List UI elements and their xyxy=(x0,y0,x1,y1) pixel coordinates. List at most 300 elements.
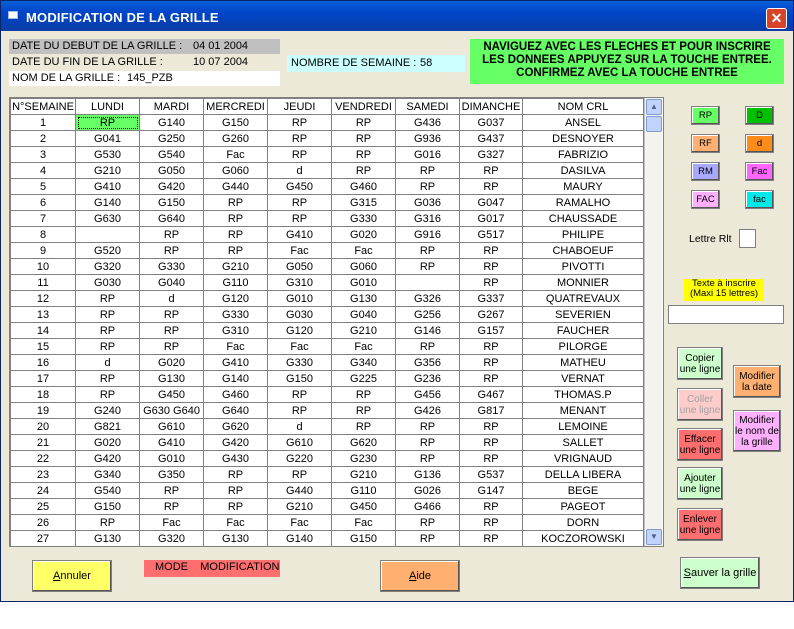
table-cell[interactable]: RP xyxy=(76,515,140,531)
table-cell[interactable]: G440 xyxy=(204,179,268,195)
table-cell[interactable]: G256 xyxy=(396,307,460,323)
table-cell[interactable]: G140 xyxy=(140,115,204,131)
table-cell[interactable]: RP xyxy=(204,195,268,211)
table-cell[interactable]: G630 G640 xyxy=(140,403,204,419)
table-cell[interactable]: G330 xyxy=(332,211,396,227)
table-cell[interactable]: G040 xyxy=(332,307,396,323)
table-cell[interactable]: G450 xyxy=(268,179,332,195)
table-cell[interactable]: G130 xyxy=(76,531,140,547)
help-button[interactable] xyxy=(380,560,460,592)
table-cell[interactable]: RP xyxy=(396,339,460,355)
crl-name-cell[interactable]: KOCZOROWSKI xyxy=(523,531,644,547)
start-date-row xyxy=(9,39,280,54)
table-cell[interactable]: RP xyxy=(268,195,332,211)
week-number-cell: 17 xyxy=(11,371,76,387)
table-cell[interactable]: G120 xyxy=(268,323,332,339)
crl-name-cell[interactable]: CHABOEUF xyxy=(523,243,644,259)
erase-row-label: une ligne xyxy=(679,444,721,456)
table-cell[interactable]: G041 xyxy=(76,131,140,147)
table-cell[interactable]: G250 xyxy=(140,131,204,147)
table-cell[interactable]: G310 xyxy=(204,323,268,339)
table-cell[interactable]: G936 xyxy=(396,131,460,147)
table-cell[interactable]: G467 xyxy=(460,387,523,403)
week-number-cell: 2 xyxy=(11,131,76,147)
table-cell[interactable]: G450 xyxy=(140,387,204,403)
table-cell[interactable]: RP xyxy=(204,243,268,259)
scroll-down-arrow-icon[interactable]: ▼ xyxy=(646,529,662,545)
table-cell[interactable]: G267 xyxy=(460,307,523,323)
table-cell[interactable]: G130 xyxy=(332,291,396,307)
table-cell[interactable]: G420 xyxy=(204,435,268,451)
table-row xyxy=(11,227,644,243)
table-cell[interactable]: RP xyxy=(76,339,140,355)
table-cell[interactable]: G530 xyxy=(76,147,140,163)
table-cell[interactable]: G020 xyxy=(332,227,396,243)
table-cell[interactable]: G640 xyxy=(140,211,204,227)
table-cell[interactable]: RP xyxy=(460,355,523,371)
remove-row-label: Enlever xyxy=(683,513,717,525)
grid-scrollbar[interactable] xyxy=(644,98,662,546)
table-cell[interactable]: G320 xyxy=(76,259,140,275)
code-rp-button[interactable] xyxy=(691,106,720,125)
modify-grid-name-button[interactable] xyxy=(733,410,781,452)
table-cell[interactable]: G060 xyxy=(332,259,396,275)
app-icon xyxy=(8,11,18,19)
table-cell[interactable]: RP xyxy=(396,531,460,547)
table-cell[interactable]: RP xyxy=(76,371,140,387)
table-cell[interactable]: G456 xyxy=(396,387,460,403)
table-cell[interactable]: G210 xyxy=(76,163,140,179)
table-row xyxy=(11,451,644,467)
lettre-rlt-checkbox[interactable] xyxy=(739,229,756,248)
table-cell[interactable]: RP xyxy=(204,211,268,227)
table-row xyxy=(11,275,644,291)
table-cell[interactable]: G230 xyxy=(332,451,396,467)
table-cell[interactable]: G436 xyxy=(396,115,460,131)
table-cell[interactable]: G150 xyxy=(204,115,268,131)
table-cell[interactable]: G460 xyxy=(204,387,268,403)
table-cell[interactable]: G150 xyxy=(268,371,332,387)
table-cell[interactable]: RP xyxy=(268,211,332,227)
crl-name-cell[interactable]: FAUCHER xyxy=(523,323,644,339)
table-cell[interactable]: G040 xyxy=(140,275,204,291)
table-cell[interactable]: RP xyxy=(332,147,396,163)
table-cell[interactable]: G410 xyxy=(140,435,204,451)
table-cell[interactable]: G540 xyxy=(76,483,140,499)
table-row xyxy=(11,195,644,211)
save-grid-button[interactable] xyxy=(680,557,760,589)
column-header: DIMANCHE xyxy=(460,99,523,115)
week-number-cell: 25 xyxy=(11,499,76,515)
table-cell[interactable]: RP xyxy=(76,307,140,323)
table-cell[interactable]: G236 xyxy=(396,371,460,387)
grid-name-label: NOM DE LA GRILLE : xyxy=(12,72,121,84)
table-cell[interactable]: RP xyxy=(460,163,523,179)
crl-name-cell[interactable]: VRIGNAUD xyxy=(523,451,644,467)
modify-date-button[interactable] xyxy=(733,365,781,398)
paste-row-label: une ligne xyxy=(679,404,721,416)
table-cell[interactable]: G140 xyxy=(76,195,140,211)
table-cell[interactable]: d xyxy=(268,419,332,435)
table-cell[interactable]: G466 xyxy=(396,499,460,515)
table-cell[interactable]: G410 xyxy=(76,179,140,195)
scroll-thumb[interactable] xyxy=(646,116,662,132)
table-cell[interactable]: G120 xyxy=(204,291,268,307)
table-cell[interactable]: G150 xyxy=(76,499,140,515)
crl-name-cell[interactable]: MATHEU xyxy=(523,355,644,371)
table-cell[interactable]: G026 xyxy=(396,483,460,499)
crl-name-cell[interactable]: PHILIPE xyxy=(523,227,644,243)
table-cell[interactable]: G327 xyxy=(460,147,523,163)
table-cell[interactable]: G630 xyxy=(76,211,140,227)
table-cell[interactable]: G050 xyxy=(268,259,332,275)
table-cell[interactable]: G136 xyxy=(396,467,460,483)
table-cell[interactable]: G016 xyxy=(396,147,460,163)
table-cell[interactable]: RP xyxy=(460,275,523,291)
table-row xyxy=(11,291,644,307)
crl-name-cell[interactable]: DORN xyxy=(523,515,644,531)
table-cell[interactable]: G147 xyxy=(460,483,523,499)
table-cell[interactable]: RP xyxy=(396,243,460,259)
table-cell[interactable]: G315 xyxy=(332,195,396,211)
column-header: LUNDI xyxy=(76,99,140,115)
crl-name-cell[interactable]: DELLA LIBERA xyxy=(523,467,644,483)
start-date-label: DATE DU DEBUT DE LA GRILLE : xyxy=(12,40,183,52)
table-cell[interactable]: G020 xyxy=(76,435,140,451)
table-cell[interactable]: G340 xyxy=(76,467,140,483)
week-number-cell: 14 xyxy=(11,323,76,339)
crl-name-cell[interactable]: MONNIER xyxy=(523,275,644,291)
table-cell[interactable]: G520 xyxy=(76,243,140,259)
table-cell[interactable]: RP xyxy=(460,451,523,467)
table-cell[interactable]: G146 xyxy=(396,323,460,339)
table-cell[interactable] xyxy=(396,275,460,291)
table-cell[interactable]: Fac xyxy=(204,339,268,355)
add-row-label: une ligne xyxy=(679,483,721,495)
table-cell[interactable]: G037 xyxy=(460,115,523,131)
table-cell[interactable]: G316 xyxy=(396,211,460,227)
add-row-button[interactable] xyxy=(677,467,723,500)
table-cell[interactable]: RP xyxy=(460,371,523,387)
table-cell[interactable]: RP xyxy=(76,323,140,339)
cancel-label-mnemonic: A xyxy=(53,569,61,582)
table-cell[interactable]: G210 xyxy=(204,259,268,275)
mode-value: MODIFICATION xyxy=(200,561,280,573)
code-fac-pink-button[interactable] xyxy=(745,162,774,181)
table-cell[interactable]: RP xyxy=(460,531,523,547)
cancel-button[interactable] xyxy=(32,560,112,592)
table-cell[interactable]: RP xyxy=(268,131,332,147)
code-fac-lower-button[interactable] xyxy=(745,190,774,209)
table-cell[interactable]: G150 xyxy=(332,531,396,547)
table-cell[interactable]: d xyxy=(268,163,332,179)
table-cell[interactable]: RP xyxy=(460,243,523,259)
table-cell[interactable]: RP xyxy=(268,403,332,419)
table-cell[interactable]: RP xyxy=(460,515,523,531)
table-cell[interactable]: G260 xyxy=(204,131,268,147)
table-row xyxy=(11,531,644,547)
crl-name-cell[interactable]: MAURY xyxy=(523,179,644,195)
week-number-cell: 27 xyxy=(11,531,76,547)
table-cell[interactable]: G210 xyxy=(332,467,396,483)
crl-name-cell[interactable]: THOMAS.P xyxy=(523,387,644,403)
table-cell[interactable]: G821 xyxy=(76,419,140,435)
table-cell[interactable]: G220 xyxy=(268,451,332,467)
table-cell[interactable]: G225 xyxy=(332,371,396,387)
end-date-row xyxy=(9,55,280,70)
table-row xyxy=(11,179,644,195)
code-rf-button[interactable] xyxy=(691,134,720,153)
column-header: VENDREDI xyxy=(332,99,396,115)
crl-name-cell[interactable]: QUATREVAUX xyxy=(523,291,644,307)
table-cell[interactable]: G020 xyxy=(140,355,204,371)
remove-row-button[interactable] xyxy=(677,508,723,541)
table-cell[interactable]: RP xyxy=(460,435,523,451)
column-header: NOM CRL xyxy=(523,99,644,115)
table-cell[interactable]: Fac xyxy=(332,339,396,355)
table-cell[interactable]: G210 xyxy=(332,323,396,339)
table-cell[interactable]: RP xyxy=(140,499,204,515)
table-cell[interactable]: G110 xyxy=(204,275,268,291)
week-number-cell: 20 xyxy=(11,419,76,435)
crl-name-cell[interactable]: LEMOINE xyxy=(523,419,644,435)
table-cell[interactable]: G460 xyxy=(332,179,396,195)
table-cell[interactable]: G130 xyxy=(204,531,268,547)
week-number-cell: 23 xyxy=(11,467,76,483)
table-cell[interactable]: RP xyxy=(268,147,332,163)
table-cell[interactable]: G817 xyxy=(460,403,523,419)
table-cell[interactable]: G450 xyxy=(332,499,396,515)
table-cell[interactable]: G330 xyxy=(204,307,268,323)
mode-label: MODE xyxy=(155,561,188,573)
crl-name-cell[interactable]: PIVOTTI xyxy=(523,259,644,275)
table-cell[interactable]: G420 xyxy=(76,451,140,467)
table-cell[interactable]: d xyxy=(140,291,204,307)
end-date-value: 10 07 2004 xyxy=(193,56,249,68)
week-number-cell: 21 xyxy=(11,435,76,451)
table-cell[interactable]: G210 xyxy=(268,499,332,515)
table-cell[interactable]: G310 xyxy=(268,275,332,291)
paste-row-button[interactable] xyxy=(677,388,723,421)
table-cell[interactable]: RP xyxy=(76,387,140,403)
table-cell[interactable]: Fac xyxy=(268,339,332,355)
table-cell[interactable]: G437 xyxy=(460,131,523,147)
week-number-cell: 16 xyxy=(11,355,76,371)
table-cell[interactable]: Fac xyxy=(204,147,268,163)
crl-name-cell[interactable]: SALLET xyxy=(523,435,644,451)
table-cell[interactable]: G440 xyxy=(268,483,332,499)
title-bar[interactable] xyxy=(1,1,793,31)
table-cell[interactable]: G010 xyxy=(332,275,396,291)
crl-name-cell[interactable]: VERNAT xyxy=(523,371,644,387)
copy-row-button[interactable] xyxy=(677,347,723,380)
table-row xyxy=(11,131,644,147)
table-cell[interactable]: G517 xyxy=(460,227,523,243)
week-count xyxy=(287,55,465,72)
erase-row-button[interactable] xyxy=(677,428,723,461)
crl-name-cell[interactable]: RAMALHO xyxy=(523,195,644,211)
table-cell[interactable]: G060 xyxy=(204,163,268,179)
table-cell[interactable]: G157 xyxy=(460,323,523,339)
table-cell[interactable]: RP xyxy=(460,339,523,355)
scroll-up-arrow-icon[interactable]: ▲ xyxy=(646,99,662,115)
code-rf-label: RF xyxy=(699,138,712,149)
table-cell[interactable]: RP xyxy=(460,419,523,435)
table-cell[interactable]: RP xyxy=(204,227,268,243)
table-cell[interactable]: G350 xyxy=(140,467,204,483)
table-cell[interactable]: RP xyxy=(140,339,204,355)
table-cell[interactable]: G047 xyxy=(460,195,523,211)
table-cell[interactable]: RP xyxy=(396,163,460,179)
crl-name-cell[interactable]: PILORGE xyxy=(523,339,644,355)
table-cell[interactable]: G036 xyxy=(396,195,460,211)
table-cell[interactable]: Fac xyxy=(204,515,268,531)
table-cell[interactable]: G150 xyxy=(140,195,204,211)
instructions-line: LES DONNEES APPUYEZ SUR LA TOUCHE ENTREE. xyxy=(482,54,772,66)
week-number-cell: 3 xyxy=(11,147,76,163)
table-cell[interactable]: G030 xyxy=(76,275,140,291)
table-cell[interactable]: G337 xyxy=(460,291,523,307)
table-cell[interactable]: RP xyxy=(268,387,332,403)
close-button[interactable] xyxy=(766,8,787,29)
table-cell[interactable]: RP xyxy=(396,515,460,531)
table-cell[interactable]: RP xyxy=(140,483,204,499)
code-fac-upper-button[interactable] xyxy=(691,190,720,209)
table-cell[interactable]: RP xyxy=(204,467,268,483)
table-cell[interactable]: G537 xyxy=(460,467,523,483)
table-cell[interactable]: G916 xyxy=(396,227,460,243)
table-cell[interactable]: Fac xyxy=(268,243,332,259)
table-cell[interactable]: Fac xyxy=(332,515,396,531)
table-cell[interactable]: G340 xyxy=(332,355,396,371)
column-header: SAMEDI xyxy=(396,99,460,115)
table-cell[interactable]: G010 xyxy=(268,291,332,307)
table-cell[interactable]: RP xyxy=(140,227,204,243)
table-cell[interactable]: d xyxy=(76,355,140,371)
table-cell[interactable]: G540 xyxy=(140,147,204,163)
week-number-cell: 10 xyxy=(11,259,76,275)
help-label-mnemonic: A xyxy=(408,569,417,582)
table-cell[interactable]: G017 xyxy=(460,211,523,227)
week-number-cell: 7 xyxy=(11,211,76,227)
table-cell[interactable]: G620 xyxy=(204,419,268,435)
table-cell[interactable]: G030 xyxy=(268,307,332,323)
table-cell[interactable]: RP xyxy=(332,403,396,419)
week-number-cell: 11 xyxy=(11,275,76,291)
table-cell[interactable]: G330 xyxy=(140,259,204,275)
crl-name-cell[interactable]: SEVERIEN xyxy=(523,307,644,323)
table-cell[interactable]: RP xyxy=(332,115,396,131)
table-cell[interactable]: RP xyxy=(332,419,396,435)
crl-name-cell[interactable]: FABRIZIO xyxy=(523,147,644,163)
code-fac-pink-label: Fac xyxy=(751,166,768,177)
texte-input[interactable] xyxy=(668,305,784,324)
table-cell[interactable]: RP xyxy=(396,419,460,435)
table-cell[interactable]: RP xyxy=(460,499,523,515)
crl-name-cell[interactable]: DASILVA xyxy=(523,163,644,179)
table-cell[interactable]: RP xyxy=(140,243,204,259)
table-cell[interactable]: RP xyxy=(396,435,460,451)
table-cell[interactable]: G610 xyxy=(140,419,204,435)
table-cell[interactable]: G610 xyxy=(268,435,332,451)
table-cell[interactable]: RP xyxy=(332,163,396,179)
crl-name-cell[interactable]: MENANT xyxy=(523,403,644,419)
table-row xyxy=(11,499,644,515)
table-cell[interactable]: Fac xyxy=(332,243,396,259)
table-cell[interactable]: RP xyxy=(268,115,332,131)
table-cell[interactable]: G330 xyxy=(268,355,332,371)
schedule-grid[interactable] xyxy=(9,97,664,547)
table-cell[interactable]: RP xyxy=(396,451,460,467)
table-cell[interactable]: G010 xyxy=(140,451,204,467)
crl-name-cell[interactable]: PAGEOT xyxy=(523,499,644,515)
table-cell[interactable]: RP xyxy=(332,131,396,147)
table-cell[interactable]: RP xyxy=(332,387,396,403)
week-number-cell: 26 xyxy=(11,515,76,531)
table-cell[interactable]: RP xyxy=(460,259,523,275)
table-cell[interactable]: G326 xyxy=(396,291,460,307)
table-cell[interactable]: G240 xyxy=(76,403,140,419)
table-cell[interactable]: RP xyxy=(140,323,204,339)
table-cell[interactable]: G426 xyxy=(396,403,460,419)
week-number-cell: 4 xyxy=(11,163,76,179)
table-cell[interactable]: G410 xyxy=(268,227,332,243)
table-cell[interactable]: G130 xyxy=(140,371,204,387)
table-row xyxy=(11,339,644,355)
help-label: ide xyxy=(416,569,432,582)
table-cell[interactable]: RP xyxy=(204,499,268,515)
table-cell[interactable]: G320 xyxy=(140,531,204,547)
table-cell[interactable]: G110 xyxy=(332,483,396,499)
table-cell[interactable]: G050 xyxy=(140,163,204,179)
table-cell[interactable]: RP xyxy=(396,259,460,275)
table-cell[interactable]: RP xyxy=(140,307,204,323)
crl-name-cell[interactable]: CHAUSSADE xyxy=(523,211,644,227)
table-cell[interactable]: RP xyxy=(396,179,460,195)
crl-name-cell[interactable]: ANSEL xyxy=(523,115,644,131)
code-d-button[interactable] xyxy=(745,106,774,125)
table-cell[interactable]: G140 xyxy=(268,531,332,547)
table-cell[interactable]: Fac xyxy=(140,515,204,531)
code-d-lower-button[interactable] xyxy=(745,134,774,153)
table-cell[interactable]: G356 xyxy=(396,355,460,371)
crl-name-cell[interactable]: BEGE xyxy=(523,483,644,499)
table-row xyxy=(11,435,644,451)
table-row xyxy=(11,259,644,275)
lettre-rlt-label: Lettre Rlt xyxy=(689,233,732,245)
crl-name-cell[interactable]: DESNOYER xyxy=(523,131,644,147)
week-number-cell: 6 xyxy=(11,195,76,211)
table-cell[interactable] xyxy=(76,227,140,243)
table-cell[interactable]: G430 xyxy=(204,451,268,467)
table-cell[interactable]: G620 xyxy=(332,435,396,451)
modify-name-label: la grille xyxy=(741,436,773,448)
code-rm-button[interactable] xyxy=(691,162,720,181)
week-number-cell: 8 xyxy=(11,227,76,243)
table-cell[interactable]: G640 xyxy=(204,403,268,419)
table-cell[interactable]: RP xyxy=(76,291,140,307)
table-cell[interactable]: RP xyxy=(204,483,268,499)
table-cell[interactable]: RP xyxy=(268,467,332,483)
code-fac-lower-label: fac xyxy=(753,194,766,205)
table-cell[interactable]: Fac xyxy=(268,515,332,531)
table-cell[interactable]: G140 xyxy=(204,371,268,387)
table-cell[interactable]: G410 xyxy=(204,355,268,371)
column-header: MERCREDI xyxy=(204,99,268,115)
table-cell[interactable]: RP xyxy=(460,179,523,195)
table-cell[interactable]: G420 xyxy=(140,179,204,195)
table-cell[interactable]: RP xyxy=(76,115,140,131)
